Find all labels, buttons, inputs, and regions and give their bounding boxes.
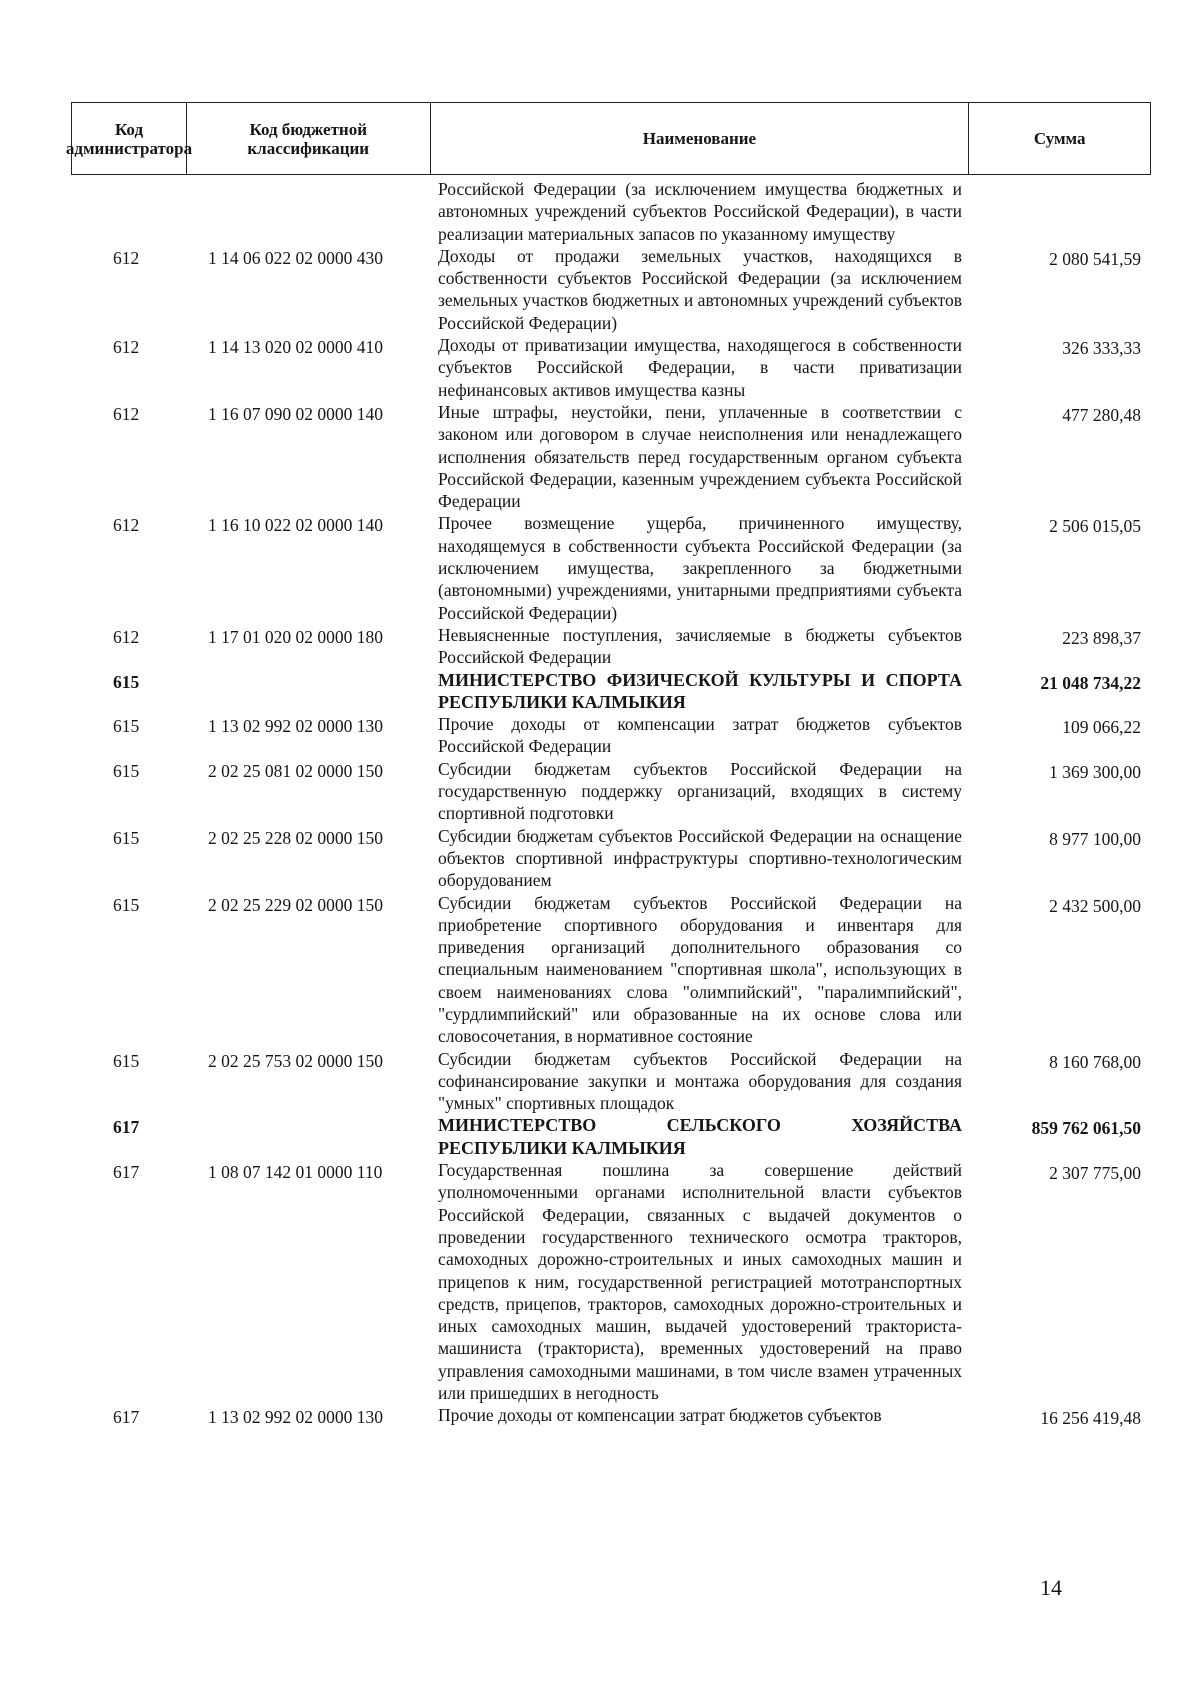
admin-code-cell: 617 xyxy=(113,1162,140,1183)
header-budget-code: Код бюджетной классификации xyxy=(187,103,431,174)
budget-code-cell: 1 17 01 020 02 0000 180 xyxy=(208,626,383,647)
sum-cell: 2 506 015,05 xyxy=(1049,516,1141,537)
admin-code-cell: 617 xyxy=(113,1407,140,1428)
table-row xyxy=(71,892,1151,1048)
name-cell: Прочие доходы от компенсации затрат бюджетов субъектов Российской Федерации xyxy=(438,714,962,757)
admin-code-cell: 617 xyxy=(113,1117,140,1138)
sum-cell: 2 307 775,00 xyxy=(1049,1163,1141,1184)
admin-code-cell: 615 xyxy=(113,1050,140,1071)
name-cell: Иные штрафы, неустойки, пени, уплаченные в соответствии с законом или договором в случае неисполнения или ненадлежащего исполнения обязательств перед государственным органом субъекта Российской Федерации, казенным учреждением субъекта Российской Федерации xyxy=(438,401,962,512)
budget-code-cell: 2 02 25 229 02 0000 150 xyxy=(208,894,383,915)
sum-cell: 2 432 500,00 xyxy=(1049,895,1141,916)
page-number: 14 xyxy=(1040,1575,1062,1600)
sum-cell: 1 369 300,00 xyxy=(1049,761,1141,782)
table-row xyxy=(71,758,1151,825)
budget-code-cell: 2 02 25 081 02 0000 150 xyxy=(208,760,383,781)
name-cell: Государственная пошлина за совершение действий уполномоченными органами исполнительной власти субъектов Российской Федерации, связанных с выдачей документов о проведении государственного технического осмотра тракторов, самоходных дорожно-строительных и иных самоходных машин и прицепов к ним, государственной регистрацией мототранспортных средств, прицепов, тракторов, самоходных дорожно-строительных и иных самоходных машин, выдачей удостоверений тракториста-машиниста (тракториста), временных удостоверений на право управления самоходными машинами, в том числе взамен утраченных или пришедших в негодность xyxy=(438,1160,962,1404)
sum-cell: 859 762 061,50 xyxy=(1031,1118,1141,1139)
budget-code-cell: 1 14 13 020 02 0000 410 xyxy=(208,337,383,358)
name-cell: Прочие доходы от компенсации затрат бюджетов субъектов xyxy=(438,1405,882,1426)
sum-cell: 21 048 734,22 xyxy=(1040,672,1141,693)
name-cell: Доходы от продажи земельных участков, находящихся в собственности субъектов Российской Федерации (за исключением земельных участков бюджетных и автономных учреждений субъектов Российской Федерации) xyxy=(438,245,962,333)
name-cell: Субсидии бюджетам субъектов Российской Федерации на софинансирование закупки и монтажа оборудования для создания "умных" спортивных площадок xyxy=(438,1048,962,1114)
name-cell: Российской Федерации (за исключением имущества бюджетных и автономных учреждений субъектов Российской Федерации), в части реализации материальных запасов по указанному имуществу xyxy=(438,179,962,244)
name-cell: МИНИСТЕРСТВО СЕЛЬСКОГО ХОЗЯЙСТВА РЕСПУБЛИКИ КАЛМЫКИЯ xyxy=(438,1115,962,1158)
name-cell: Субсидии бюджетам субъектов Российской Федерации на государственную поддержку организаций, входящих в систему спортивной подготовки xyxy=(438,758,962,824)
budget-code-cell: 1 16 10 022 02 0000 140 xyxy=(208,515,383,536)
table-row xyxy=(71,1404,1151,1429)
table-body xyxy=(71,178,1151,1430)
table-row xyxy=(71,713,1151,758)
table-row xyxy=(71,825,1151,892)
sum-cell: 8 977 100,00 xyxy=(1049,828,1141,849)
budget-code-cell xyxy=(186,669,430,714)
budget-code-cell: 1 14 06 022 02 0000 430 xyxy=(208,247,383,268)
budget-code-cell: 1 08 07 142 01 0000 110 xyxy=(208,1162,383,1183)
sum-cell: 326 333,33 xyxy=(1062,338,1141,359)
table-row xyxy=(71,1048,1151,1115)
admin-code-cell: 615 xyxy=(113,827,140,848)
admin-code-cell: 615 xyxy=(113,716,140,737)
admin-code-cell: 615 xyxy=(113,894,140,915)
sum-cell: 16 256 419,48 xyxy=(1040,1408,1141,1429)
name-cell: Доходы от приватизации имущества, находящегося в собственности субъектов Российской Федерации, в части приватизации нефинансовых активов имущества казны xyxy=(438,335,962,400)
name-cell: Прочее возмещение ущерба, причиненного имуществу, находящемуся в собственности субъекта Российской Федерации (за исключением имущества, закрепленного за бюджетными (автономными) учреждениями, унитарными предприятиями субъекта Российской Федерации) xyxy=(438,513,962,623)
admin-code-cell: 612 xyxy=(113,515,140,536)
admin-code-cell: 615 xyxy=(113,671,140,692)
sum-cell: 2 080 541,59 xyxy=(1049,248,1141,269)
budget-code-cell xyxy=(186,1114,430,1159)
admin-code-cell: 612 xyxy=(113,247,140,268)
name-cell: МИНИСТЕРСТВО ФИЗИЧЕСКОЙ КУЛЬТУРЫ И СПОРТА РЕСПУБЛИКИ КАЛМЫКИЯ xyxy=(438,669,962,712)
table-row xyxy=(71,512,1151,623)
budget-code-cell: 2 02 25 753 02 0000 150 xyxy=(208,1050,383,1071)
header-sum: Сумма xyxy=(1033,129,1086,148)
table-row-ministry xyxy=(71,1114,1151,1159)
budget-code-cell: 1 13 02 992 02 0000 130 xyxy=(208,1407,383,1428)
admin-code-cell xyxy=(71,178,186,245)
name-cell: Субсидии бюджетам субъектов Российской Федерации на приобретение спортивного оборудования и инвентаря для приведения организаций дополнительного образования со специальным наименованием "спортивная школа", использующих в своем наименованиях слова "олимпийский", "паралимпийский", "сурдлимпийский" или образованные на их основе слова или словосочетания, в нормативное состояние xyxy=(438,892,962,1047)
table-row xyxy=(71,334,1151,401)
admin-code-cell: 612 xyxy=(113,403,140,424)
table-row xyxy=(71,245,1151,334)
table-row xyxy=(71,401,1151,512)
sum-cell: 109 066,22 xyxy=(1062,717,1141,738)
table-row xyxy=(71,624,1151,669)
table-header xyxy=(65,102,1151,175)
sum-cell: 477 280,48 xyxy=(1062,404,1141,425)
sum-cell: 8 160 768,00 xyxy=(1049,1051,1141,1072)
table-row xyxy=(71,1159,1151,1404)
budget-code-cell: 1 13 02 992 02 0000 130 xyxy=(208,716,383,737)
name-cell: Субсидии бюджетам субъектов Российской Федерации на оснащение объектов спортивной инфраструктуры спортивно-технологическим оборудованием xyxy=(438,825,962,891)
header-name: Наименование xyxy=(431,103,970,174)
budget-code-cell xyxy=(186,178,430,245)
table-row xyxy=(71,178,1151,245)
sum-cell: 223 898,37 xyxy=(1062,627,1141,648)
table-row-ministry xyxy=(71,669,1151,714)
budget-code-cell: 2 02 25 228 02 0000 150 xyxy=(208,827,383,848)
name-cell: Невыясненные поступления, зачисляемые в бюджеты субъектов Российской Федерации xyxy=(438,624,962,668)
header-admin-code: Код администратора xyxy=(72,103,187,174)
budget-code-cell: 1 16 07 090 02 0000 140 xyxy=(208,403,383,424)
admin-code-cell: 612 xyxy=(113,337,140,358)
sum-cell xyxy=(970,178,1151,245)
admin-code-cell: 612 xyxy=(113,626,140,647)
admin-code-cell: 615 xyxy=(113,760,140,781)
